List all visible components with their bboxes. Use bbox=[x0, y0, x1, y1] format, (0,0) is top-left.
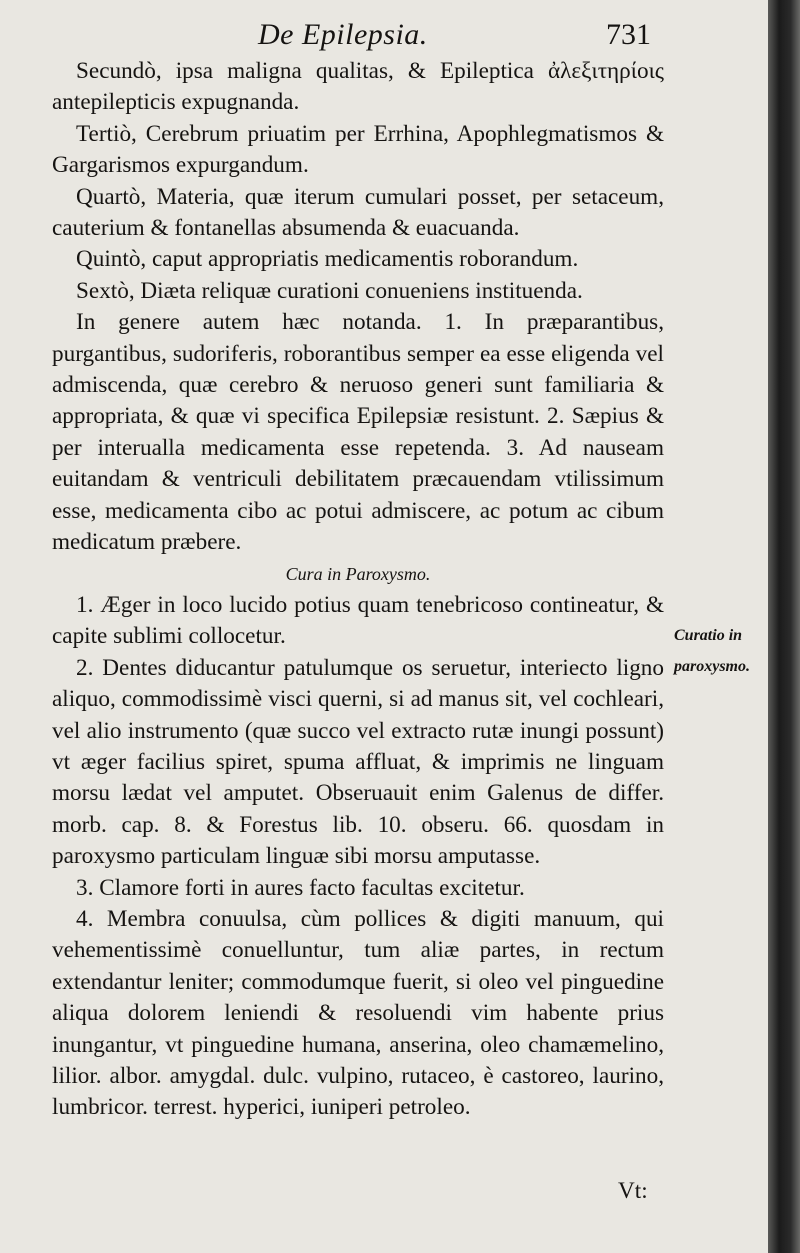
page-header bbox=[0, 14, 768, 58]
paragraph-item-2: 2. Dentes diducantur patulumque os seruetur, interiecto ligno aliquo, commodissimè visci querni, si ad manus sit, vel cochleari, vel alio instrumento (quæ succo vel extracto rutæ inungi possunt) vt æger facilius spiret, spuma affluat, & imprimis ne linguam morsu lædat vel amputet. Obseruauit enim Galenus de differ. morb. cap. 8. & Forestus lib. 10. obseru. 66. quosdam in paroxysmo particulam linguæ sibi morsu amputasse. bbox=[52, 654, 664, 870]
margin-note: Curatio in paroxysmo. bbox=[674, 627, 750, 676]
paragraph-quinto: Quintò, caput appropriatis medicamentis roborandum. bbox=[76, 246, 579, 273]
paragraph-secundo: Secundò, ipsa maligna qualitas, & Epileptica ἀλεξιτηρίοις antepilepticis expugnanda. bbox=[52, 58, 664, 116]
section-heading: Cura in Paroxysmo. bbox=[285, 563, 431, 584]
paragraph-tertio: Tertiò, Cerebrum priuatim per Errhina, Apophlegmatismos & Gargarismos expurgandum. bbox=[52, 120, 664, 179]
paragraph-quarto: Quartò, Materia, quæ iterum cumulari posset, per setaceum, cauterium & fontanellas absumenda & euacuanda. bbox=[52, 183, 664, 242]
catchword: Vt: bbox=[618, 1178, 648, 1204]
body-text bbox=[52, 56, 664, 1124]
page-number: 731 bbox=[606, 18, 651, 51]
paragraph-in-genere: In genere autem hæc notanda. 1. In præparantibus, purgantibus, sudoriferis, roborantibus semper ea esse eligenda vel admiscenda, quæ cerebro & neruoso generi sunt familiaria & appropriata, & quæ vi specifica Epilepsiæ resistunt. 2. Sæpius & per interualla medicamenta esse repetenda. 3. Ad nauseam euitandam & ventriculi debilitatem præcauendam vtilissimum esse, medicamenta cibo ac potui admiscere, ac potum ac cibum medicatum præbere. bbox=[52, 309, 664, 556]
paragraph-item-3: 3. Clamore forti in aures facto facultas excitetur. bbox=[76, 874, 525, 901]
running-head: De Epilepsia. bbox=[258, 18, 428, 51]
paragraph-item-4: 4. Membra conuulsa, cùm pollices & digiti manuum, qui vehementissimè conuelluntur, tum aliæ partes, in rectum extendantur leniter; commodumque fuerit, si oleo vel pinguedine aliqua dolorem leniendi & resoluendi vim habente prius inungantur, vt pinguedine humana, anserina, oleo chamæmelino, lilior. albor. amygdal. dulc. vulpino, rutaceo, è castoreo, laurino, lumbricor. terrest. hyperici, iuniperi petroleo. bbox=[52, 905, 664, 1121]
book-binding-edge bbox=[768, 0, 800, 1253]
paragraph-sexto: Sextò, Diæta reliquæ curationi conueniens instituenda. bbox=[76, 277, 583, 304]
paragraph-item-1: 1. Æger in loco lucido potius quam tenebricoso contineatur, & capite sublimi collocetur. bbox=[52, 591, 664, 650]
